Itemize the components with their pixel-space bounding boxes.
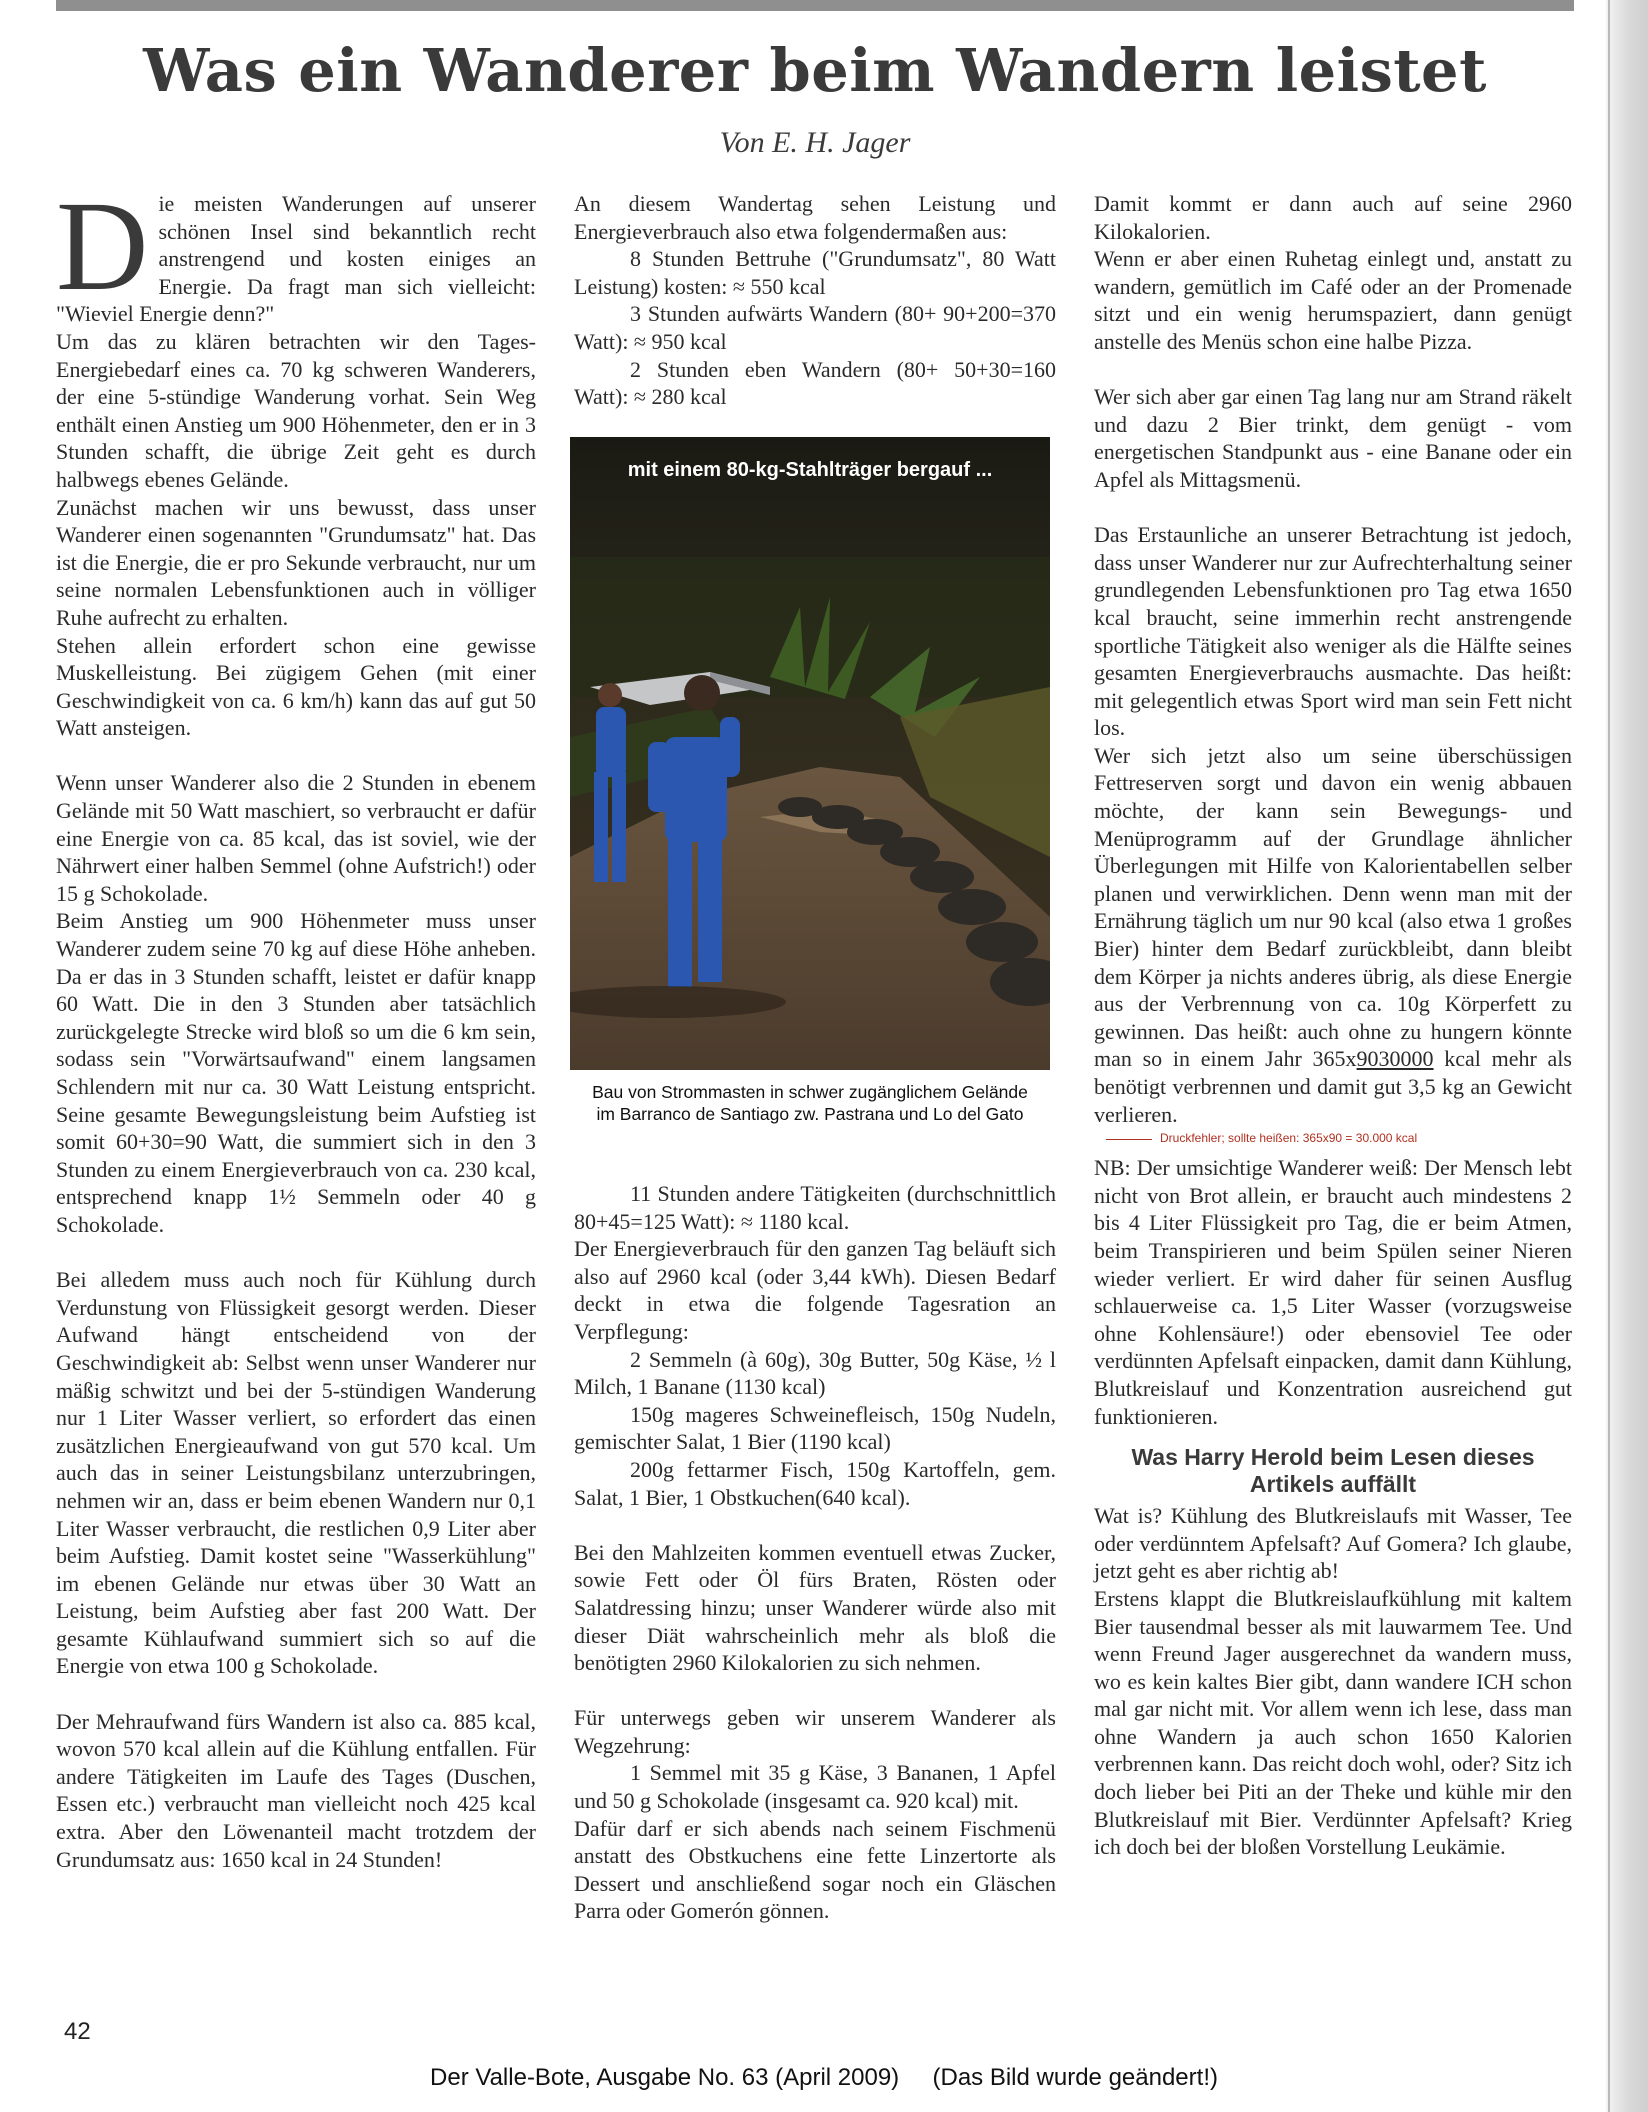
list-item: 1 Semmel mit 35 g Käse, 3 Bananen, 1 Apfel und 50 g Schokolade (insgesamt ca. 920 kcal) mit.	[574, 1760, 1056, 1814]
paragraph: An diesem Wandertag sehen Leistung und Energieverbrauch also etwa folgendermaßen aus:	[574, 191, 1056, 244]
page-number: 42	[64, 2018, 91, 2045]
photo-caption-line: im Barranco de Santiago zw. Pastrana und Lo del Gato	[596, 1104, 1024, 1124]
paragraph: ie meisten Wanderungen auf unserer schönen Insel sind bekanntlich recht anstrengend und kosten einiges an Energie. Da fragt man sich vielleicht: "Wieviel Energie denn?"	[56, 191, 536, 327]
footer-source: Der Valle-Bote, Ausgabe No. 63 (April 2009) (Das Bild wurde geändert!)	[430, 2064, 1218, 2091]
byline: Von E. H. Jager	[719, 126, 911, 159]
paragraph: Wer sich aber gar einen Tag lang nur am Strand räkelt und dazu 2 Bier trinkt, dem genügt - vom energetischen Standpunkt aus - eine Banane oder ein Apfel als Mittagsmenü.	[1094, 384, 1572, 492]
paragraph: Beim Anstieg um 900 Höhenmeter muss unser Wanderer zudem seine 70 kg auf diese Höhe anheben. Da er das in 3 Stunden schafft, leistet er dafür knapp 60 Watt. Die in den 3 Stunden aber tatsächlich zurückgelegte Strecke wird bloß so um die 6 km sein, sodass sein "Vorwärtsaufwand" einem langsamen Schlendern mit nur ca. 30 Watt Leistung entspricht. Seine gesamte Bewegungsleistung beim Aufstieg ist somit 60+30=90 Watt, die summiert sich in den 3 Stunden zu einem Energieverbrauch von ca. 230 kcal, entsprechend knapp 1½ Semmeln oder 40 g Schokolade.	[56, 908, 536, 1237]
paragraph: Der Mehraufwand fürs Wandern ist also ca. 885 kcal, wovon 570 kcal allein auf die Kühlung entfallen. Für andere Tätigkeiten im Laufe des Tages (Duschen, Essen etc.) verbraucht man vielleicht noch 425 kcal extra. Aber den Löwenanteil macht trotzdem der Grundumsatz aus: 1650 kcal in 24 Stunden!	[56, 1708, 536, 1872]
paragraph: 11 Stunden andere Tätigkeiten (durchschnittlich 80+45=125 Watt): ≈ 1180 kcal.	[574, 1181, 1056, 1234]
top-bar	[56, 0, 1574, 11]
photo-illustration	[570, 437, 1050, 1070]
paragraph: Das Erstaunliche an unserer Betrachtung ist jedoch, dass unser Wanderer nur zur Aufrechterhaltung seiner grundlegenden Lebensfunktionen pro Tag etwa 1650 kcal braucht, seine immerhin recht anstrengende sportliche Tätigkeit also weniger als die Hälfte seines gesamten Energieverbrauchs ausmachte. Das heißt: mit gelegentlich etwas Sport wird man sein Fett nicht los.	[1094, 522, 1572, 741]
paragraph: Damit kommt er dann auch auf seine 2960 Kilokalorien.	[1094, 191, 1572, 244]
section-heading: Was Harry Herold beim Lesen dieses Artikels auffällt	[1131, 1444, 1535, 1498]
paragraph: Dafür darf er sich abends nach seinem Fischmenü anstatt des Obstkuchens eine fette Linzertorte als Dessert und anschließend sogar noch ein Gläschen Parra oder Gomerón gönnen.	[574, 1815, 1056, 1924]
column-1	[56, 175, 536, 1873]
text-run: Wer sich jetzt also um seine überschüssigen Fettreserven sorgt und davon ein wenig abbauen möchte, der kann sein Bewegungs- und Menüprogramm auf der Grundlage ähnlicher Überlegungen mit Hilfe von Kalorientabellen selber planen und verwirklichen. Denn wenn man mit der Ernährung täglich um nur 90 kcal (also etwa 1 großes Bier) hinter dem Bedarf zurückbleibt, dann bleibt dem Körper ja nichts anderes übrig, als diese Energie aus der Verbrennung von ca. 10g Körperfett zu gewinnen. Das heißt: auch ohne zu hungern könnte man so in einem Jahr 365x	[1094, 742, 1572, 1072]
paragraph: Stehen allein erfordert schon eine gewisse Muskelleistung. Bei zügigem Gehen (mit einer Geschwindigkeit von ca. 6 km/h) kann das auf gut 50 Watt ansteigen.	[56, 632, 536, 741]
paragraph: NB: Der umsichtige Wanderer weiß: Der Mensch lebt nicht von Brot allein, er braucht auch mindestens 2 bis 4 Liter Flüssigkeit pro Tag, die er beim Atmen, beim Transpirieren und beim Spülen seiner Nieren wieder verliert. Er wird daher für seinen Ausflug schlauerweise ca. 1,5 Liter Wasser (vorzugsweise ohne Kohlensäure!) oder ebensoviel Tee oder verdünnten Apfelsaft einpacken, damit dann Kühlung, Blutkreislauf und Konzentration ausreichend gut funktionieren.	[1094, 1155, 1572, 1429]
errata-text: Druckfehler; sollte heißen: 365x90 = 30.000 kcal	[1160, 1131, 1418, 1146]
paragraph: Zunächst machen wir uns bewusst, dass unser Wanderer einen sogenannten "Grundumsatz" hat. Das ist die Energie, die er pro Sekunde verbraucht, nur um seine normalen Lebensfunktionen auch in völliger Ruhe aufrecht zu erhalten.	[56, 494, 536, 630]
list-item: 150g mageres Schweinefleisch, 150g Nudeln, gemischter Salat, 1 Bier (1190 kcal)	[574, 1401, 1056, 1455]
drop-cap: D	[56, 175, 149, 317]
photo-caption-line: Bau von Strommasten in schwer zugänglichem Gelände	[592, 1082, 1028, 1102]
list-item: 2 Semmeln (à 60g), 30g Butter, 50g Käse, ½ l Milch, 1 Banane (1130 kcal)	[574, 1346, 1056, 1400]
photo-figure	[570, 437, 1050, 1141]
list-item: 200g fettarmer Fisch, 150g Kartoffeln, gem. Salat, 1 Bier, 1 Obstkuchen(640 kcal).	[574, 1456, 1056, 1510]
column-2-top	[574, 190, 1056, 411]
paragraph: Um das zu klären betrachten wir den Tages-Energiebedarf eines ca. 70 kg schweren Wanderers, der eine 5-stündige Wanderung vorhat. Sein Weg enthält einen Anstieg um 900 Höhenmeter, den er in 3 Stunden schafft, die übrige Zeit geht es durch halbwegs ebenes Gelände.	[56, 328, 536, 492]
page-edge-line	[1608, 0, 1610, 2112]
paragraph	[1094, 742, 1572, 1128]
photo-caption	[570, 1081, 1050, 1125]
page-edge-shadow	[1606, 0, 1648, 2112]
errata-pointer	[1106, 1139, 1152, 1140]
errata-note	[1106, 1130, 1572, 1146]
column-3	[1094, 190, 1572, 1861]
photo-workers-carrying-steel-beam	[570, 437, 1050, 1070]
list-item: 2 Stunden eben Wandern (80+ 50+30=160 Watt): ≈ 280 kcal	[574, 356, 1056, 410]
paragraph: Wenn unser Wanderer also die 2 Stunden in ebenem Gelände mit 50 Watt maschiert, so verbraucht er dafür eine Energie von ca. 85 kcal, das ist soviel, wie der Nährwert einer halben Semmel (ohne Aufstrich!) oder 15 g Schokolade.	[56, 770, 536, 906]
paragraph: Bei alledem muss auch noch für Kühlung durch Verdunstung von Flüssigkeit gesorgt werden. Dieser Aufwand hängt entscheidend von der Geschwindigkeit ab: Selbst wenn unser Wanderer nur mäßig schwitzt und bei der 5-stündigen Wanderung nur 1 Liter Wasser verliert, so erfordert das einen zusätzlichen Energieaufwand von gut 570 kcal. Um auch das in seiner Leistungsbilanz unterzubringen, nehmen wir an, dass er beim ebenen Wandern nur 0,1 Liter Wasser verbraucht, die restlichen 0,9 Liter aber beim Aufstieg. Damit kostet seine "Wasserkühlung" im ebenen Gelände nur etwas über 30 Watt an Leistung, beim Aufstieg aber fast 200 Watt. Der gesamte Kühlaufwand summiert sich so auf die Energie von etwa 100 g Schokolade.	[56, 1267, 536, 1679]
paragraph: Für unterwegs geben wir unserem Wanderer als Wegzehrung:	[574, 1705, 1056, 1758]
paragraph: Wat is? Kühlung des Blutkreislaufs mit Wasser, Tee oder verdünntem Apfelsaft? Auf Gomera? Ich glaube, jetzt geht es aber richtig ab!	[1094, 1503, 1572, 1584]
paragraph: Erstens klappt die Blutkreislaufkühlung mit kaltem Bier tausendmal besser als mit lauwarmem Tee. Und wenn Freund Jager ausgerechnet da wandern muss, wo es kein kaltes Bier gibt, dann wandere ICH schon mal gar nicht mit. Vor allem wenn ich lese, dass man ohne Wandern ja auch schon 1650 Kalorien verbrennen kann. Das reicht doch wohl, oder? Sitz ich doch lieber bei Piti an der Theke und kühle mir den Blutkreislauf mit Bier. Verdünnter Apfelsaft? Krieg ich doch bei der bloßen Vorstellung Leukämie.	[1094, 1585, 1572, 1860]
text-run: kcal mehr als benötigt verbrennen und damit gut 3,5 kg an Gewicht verlieren.	[1094, 1046, 1572, 1127]
article-title: Was ein Wanderer beim Wandern leistet	[143, 36, 1487, 105]
paragraph: Der Energieverbrauch für den ganzen Tag beläuft sich also auf 2960 kcal (oder 3,44 kWh). Diesen Bedarf deckt in etwa die folgende Tagesration an Verpflegung:	[574, 1236, 1056, 1344]
photo-overlay-caption: mit einem 80-kg-Stahlträger bergauf ...	[627, 459, 993, 481]
list-item: 3 Stunden aufwärts Wandern (80+ 90+200=370 Watt): ≈ 950 kcal	[574, 301, 1056, 354]
column-2-bottom	[574, 1180, 1056, 1925]
paragraph: Wenn er aber einen Ruhetag einlegt und, anstatt zu wandern, gemütlich im Café oder an der Promenade sitzt und ein wenig herumspaziert, dann genügt anstelle des Menüs schon eine halbe Pizza.	[1094, 246, 1572, 354]
paragraph: Bei den Mahlzeiten kommen eventuell etwas Zucker, sowie Fett oder Öl fürs Braten, Rösten oder Salatdressing hinzu; unser Wanderer würde also mit dieser Diät wahrscheinlich mehr als bloß die benötigten 2960 Kilokalorien zu sich nehmen.	[574, 1539, 1056, 1676]
list-item: 8 Stunden Bettruhe ("Grundumsatz", 80 Watt Leistung) kosten: ≈ 550 kcal	[574, 246, 1056, 299]
misprint-number: 9030000	[1356, 1046, 1434, 1072]
